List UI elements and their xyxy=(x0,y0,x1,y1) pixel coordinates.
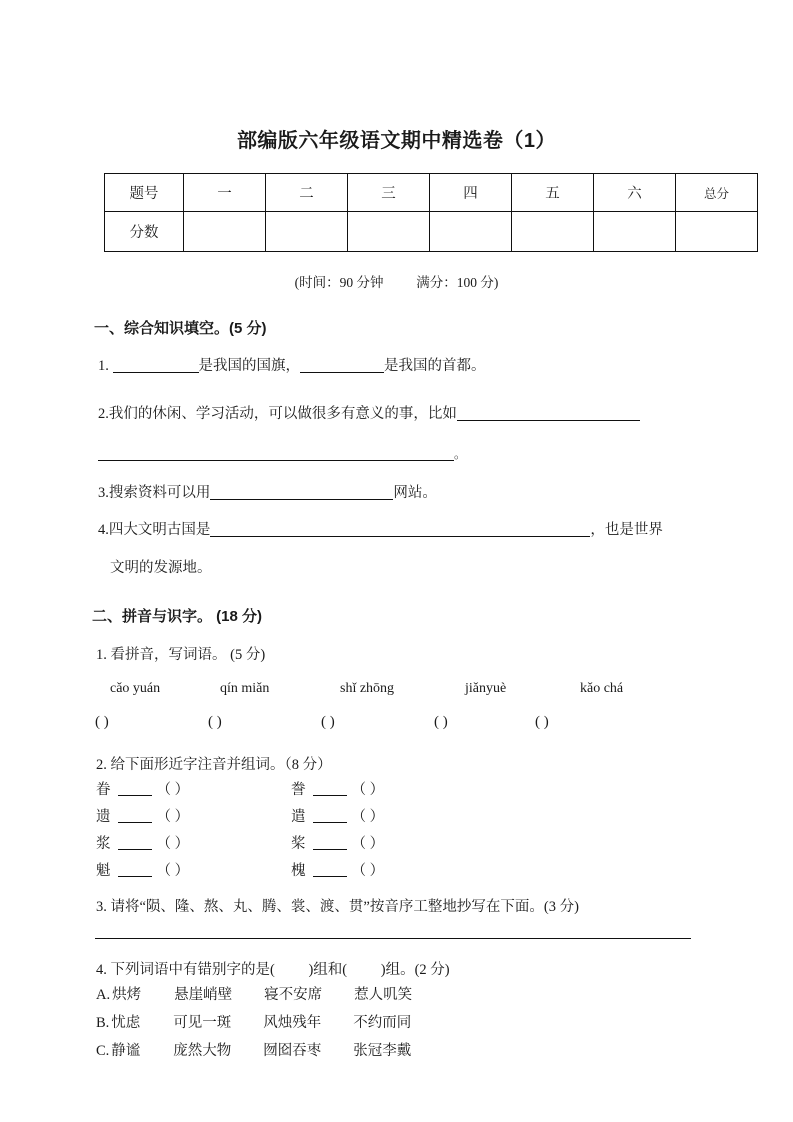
exam-total-score-label: 满分：100 分) xyxy=(416,275,499,290)
score-table-row-label-score: 分数 xyxy=(105,212,184,252)
score-cell-2[interactable] xyxy=(266,212,348,252)
option-a-word-2: 悬崖峭壁 xyxy=(174,987,233,1003)
char-cell-jiang xyxy=(96,832,209,853)
section1-question-1 xyxy=(98,356,486,378)
pinyin-answer-slot-4[interactable]: ( ) xyxy=(434,714,448,730)
char-pair-row-2 xyxy=(96,805,556,832)
char-jiang-oar: 桨 xyxy=(291,836,306,852)
option-c[interactable] xyxy=(96,1039,412,1067)
char-pair-row-4 xyxy=(96,859,556,886)
page-title: 部编版六年级语文期中精选卷（1） xyxy=(236,130,557,152)
score-cell-4[interactable] xyxy=(430,212,512,252)
word-paren-juan[interactable]: （ ） xyxy=(156,782,190,798)
question-2-period: 。 xyxy=(454,447,467,461)
option-b-key: B. xyxy=(96,1015,110,1031)
q4-label-part-c: )组。(2 分) xyxy=(380,962,450,978)
score-table-col-1: 一 xyxy=(184,174,266,212)
answer-blank-civilizations[interactable] xyxy=(210,523,590,537)
pinyin-3: shǐ zhōng xyxy=(340,681,395,696)
score-cell-5[interactable] xyxy=(512,212,594,252)
section2-q1-label: 1. 看拼音，写词语。 (5 分) xyxy=(96,647,266,663)
pinyin-blank-teng[interactable] xyxy=(313,783,347,796)
option-b-word-4: 不约而同 xyxy=(353,1015,412,1031)
q3-answer-rule[interactable] xyxy=(95,938,691,939)
char-cell-juan xyxy=(96,778,209,799)
word-paren-qian[interactable]: （ ） xyxy=(351,809,385,825)
score-table-col-5: 五 xyxy=(512,174,594,212)
pinyin-answer-slot-1[interactable]: ( ) xyxy=(95,714,109,730)
answer-blank-capital[interactable] xyxy=(300,359,384,373)
char-teng: 誊 xyxy=(291,782,306,798)
pinyin-2: qín miǎn xyxy=(220,681,270,696)
answer-blank-activities-1[interactable] xyxy=(457,407,640,421)
char-qian: 遣 xyxy=(291,809,306,825)
question-number: 1. xyxy=(98,358,109,374)
pinyin-answer-slot-2[interactable]: ( ) xyxy=(208,714,222,730)
char-pair-row-1 xyxy=(96,778,556,805)
pinyin-5: kǎo chá xyxy=(580,681,624,696)
question-number: 2. xyxy=(98,406,109,422)
question-3-text-before: 搜索资料可以用 xyxy=(108,485,211,501)
score-cell-6[interactable] xyxy=(594,212,676,252)
section1-question-2-line2 xyxy=(98,444,466,466)
char-kui: 魁 xyxy=(96,863,111,879)
pinyin-blank-qian[interactable] xyxy=(313,810,347,823)
question-3-text-after: 网站。 xyxy=(393,485,437,501)
word-paren-jiang-oar[interactable]: （ ） xyxy=(351,836,385,852)
char-cell-qian xyxy=(291,805,404,826)
table-row-scores xyxy=(105,212,758,252)
table-row-question-numbers xyxy=(105,174,758,212)
char-juan: 眷 xyxy=(96,782,111,798)
char-cell-jiang-oar xyxy=(291,832,404,853)
answer-blank-flag[interactable] xyxy=(113,359,199,373)
pinyin-blank-jiang-oar[interactable] xyxy=(313,837,347,850)
q4-label-part-a: 4. 下列词语中有错别字的是( xyxy=(96,962,275,978)
char-cell-yi xyxy=(96,805,209,826)
option-a-key: A. xyxy=(96,987,111,1003)
score-table-col-total: 总分 xyxy=(676,174,758,212)
char-cell-huai xyxy=(291,859,404,880)
word-paren-huai[interactable]: （ ） xyxy=(351,863,385,879)
question-1-text-after: 是我国的首都。 xyxy=(384,358,486,374)
option-a-word-4: 惹人叽笑 xyxy=(354,987,413,1003)
question-1-text-mid: 是我国的国旗， xyxy=(198,358,300,374)
pinyin-1: cǎo yuán xyxy=(110,681,161,696)
pinyin-blank-yi[interactable] xyxy=(118,810,152,823)
score-table xyxy=(104,173,758,252)
word-paren-teng[interactable]: （ ） xyxy=(351,782,385,798)
exam-meta xyxy=(0,271,793,291)
option-b[interactable] xyxy=(96,1011,412,1039)
exam-time-label: (时间：90 分钟 xyxy=(294,275,384,290)
answer-blank-website[interactable] xyxy=(210,486,393,500)
pinyin-blank-huai[interactable] xyxy=(313,864,347,877)
option-c-word-2: 庞然大物 xyxy=(173,1043,232,1059)
q4-label-part-b: )组和( xyxy=(308,962,348,978)
question-4-text-after: ，也是世界 xyxy=(590,522,663,538)
section-heading-two: 二、拼音与识字。 (18 分) xyxy=(92,608,263,625)
section2-q2-label: 2. 给下面形近字注音并组词。（8 分） xyxy=(96,757,332,773)
section1-question-3 xyxy=(98,483,437,505)
option-b-word-3: 风烛残年 xyxy=(263,1015,322,1031)
char-pair-row-3 xyxy=(96,832,556,859)
q4-option-list xyxy=(96,983,412,1067)
section1-question-4-line2: 文明的发源地。 xyxy=(110,560,212,576)
score-table-col-2: 二 xyxy=(266,174,348,212)
question-2-text: 我们的休闲、学习活动，可以做很多有意义的事，比如 xyxy=(108,406,457,422)
char-yi: 遗 xyxy=(96,809,111,825)
section1-question-2-line1 xyxy=(98,404,640,426)
char-jiang-liquid: 浆 xyxy=(96,836,111,852)
option-c-word-1: 静谧 xyxy=(111,1043,141,1059)
option-a-word-1: 烘烤 xyxy=(112,987,142,1003)
char-cell-teng xyxy=(291,778,404,799)
score-table-col-6: 六 xyxy=(594,174,676,212)
option-a-word-3: 寝不安席 xyxy=(264,987,323,1003)
option-c-word-4: 张冠李戴 xyxy=(353,1043,412,1059)
pinyin-4: jiǎnyuè xyxy=(465,681,507,696)
score-cell-1[interactable] xyxy=(184,212,266,252)
score-table-col-3: 三 xyxy=(348,174,430,212)
question-4-text-before: 四大文明古国是 xyxy=(108,522,211,538)
option-b-word-2: 可见一斑 xyxy=(173,1015,232,1031)
option-c-word-3: 囫囵吞枣 xyxy=(263,1043,322,1059)
score-cell-3[interactable] xyxy=(348,212,430,252)
score-table-row-label-question: 题号 xyxy=(105,174,184,212)
pinyin-blank-jiang-liquid[interactable] xyxy=(118,837,152,850)
question-number: 4. xyxy=(98,522,109,538)
section2-q4-label xyxy=(96,960,450,982)
pinyin-answer-slot-3[interactable]: ( ) xyxy=(321,714,335,730)
section2-q3-label: 3. 请将“陨、隆、熬、丸、腾、裳、渡、贯”按音序工整地抄写在下面。(3 分) xyxy=(96,899,579,915)
word-paren-yi[interactable]: （ ） xyxy=(156,809,190,825)
word-paren-jiang-liquid[interactable]: （ ） xyxy=(156,836,190,852)
pinyin-answer-slot-5[interactable]: ( ) xyxy=(535,714,549,730)
pinyin-blank-kui[interactable] xyxy=(118,864,152,877)
score-cell-total[interactable] xyxy=(676,212,758,252)
option-a[interactable] xyxy=(96,983,412,1011)
section1-question-4-line1 xyxy=(98,520,663,542)
char-huai: 槐 xyxy=(291,863,306,879)
char-cell-kui xyxy=(96,859,209,880)
option-c-key: C. xyxy=(96,1043,110,1059)
score-table-col-4: 四 xyxy=(430,174,512,212)
option-b-word-1: 忧虑 xyxy=(111,1015,141,1031)
section-heading-one: 一、综合知识填空。(5 分) xyxy=(94,320,267,337)
answer-blank-activities-2[interactable] xyxy=(98,447,454,461)
similar-characters-grid xyxy=(96,778,556,886)
pinyin-blank-juan[interactable] xyxy=(118,783,152,796)
word-paren-kui[interactable]: （ ） xyxy=(156,863,190,879)
question-number: 3. xyxy=(98,485,109,501)
